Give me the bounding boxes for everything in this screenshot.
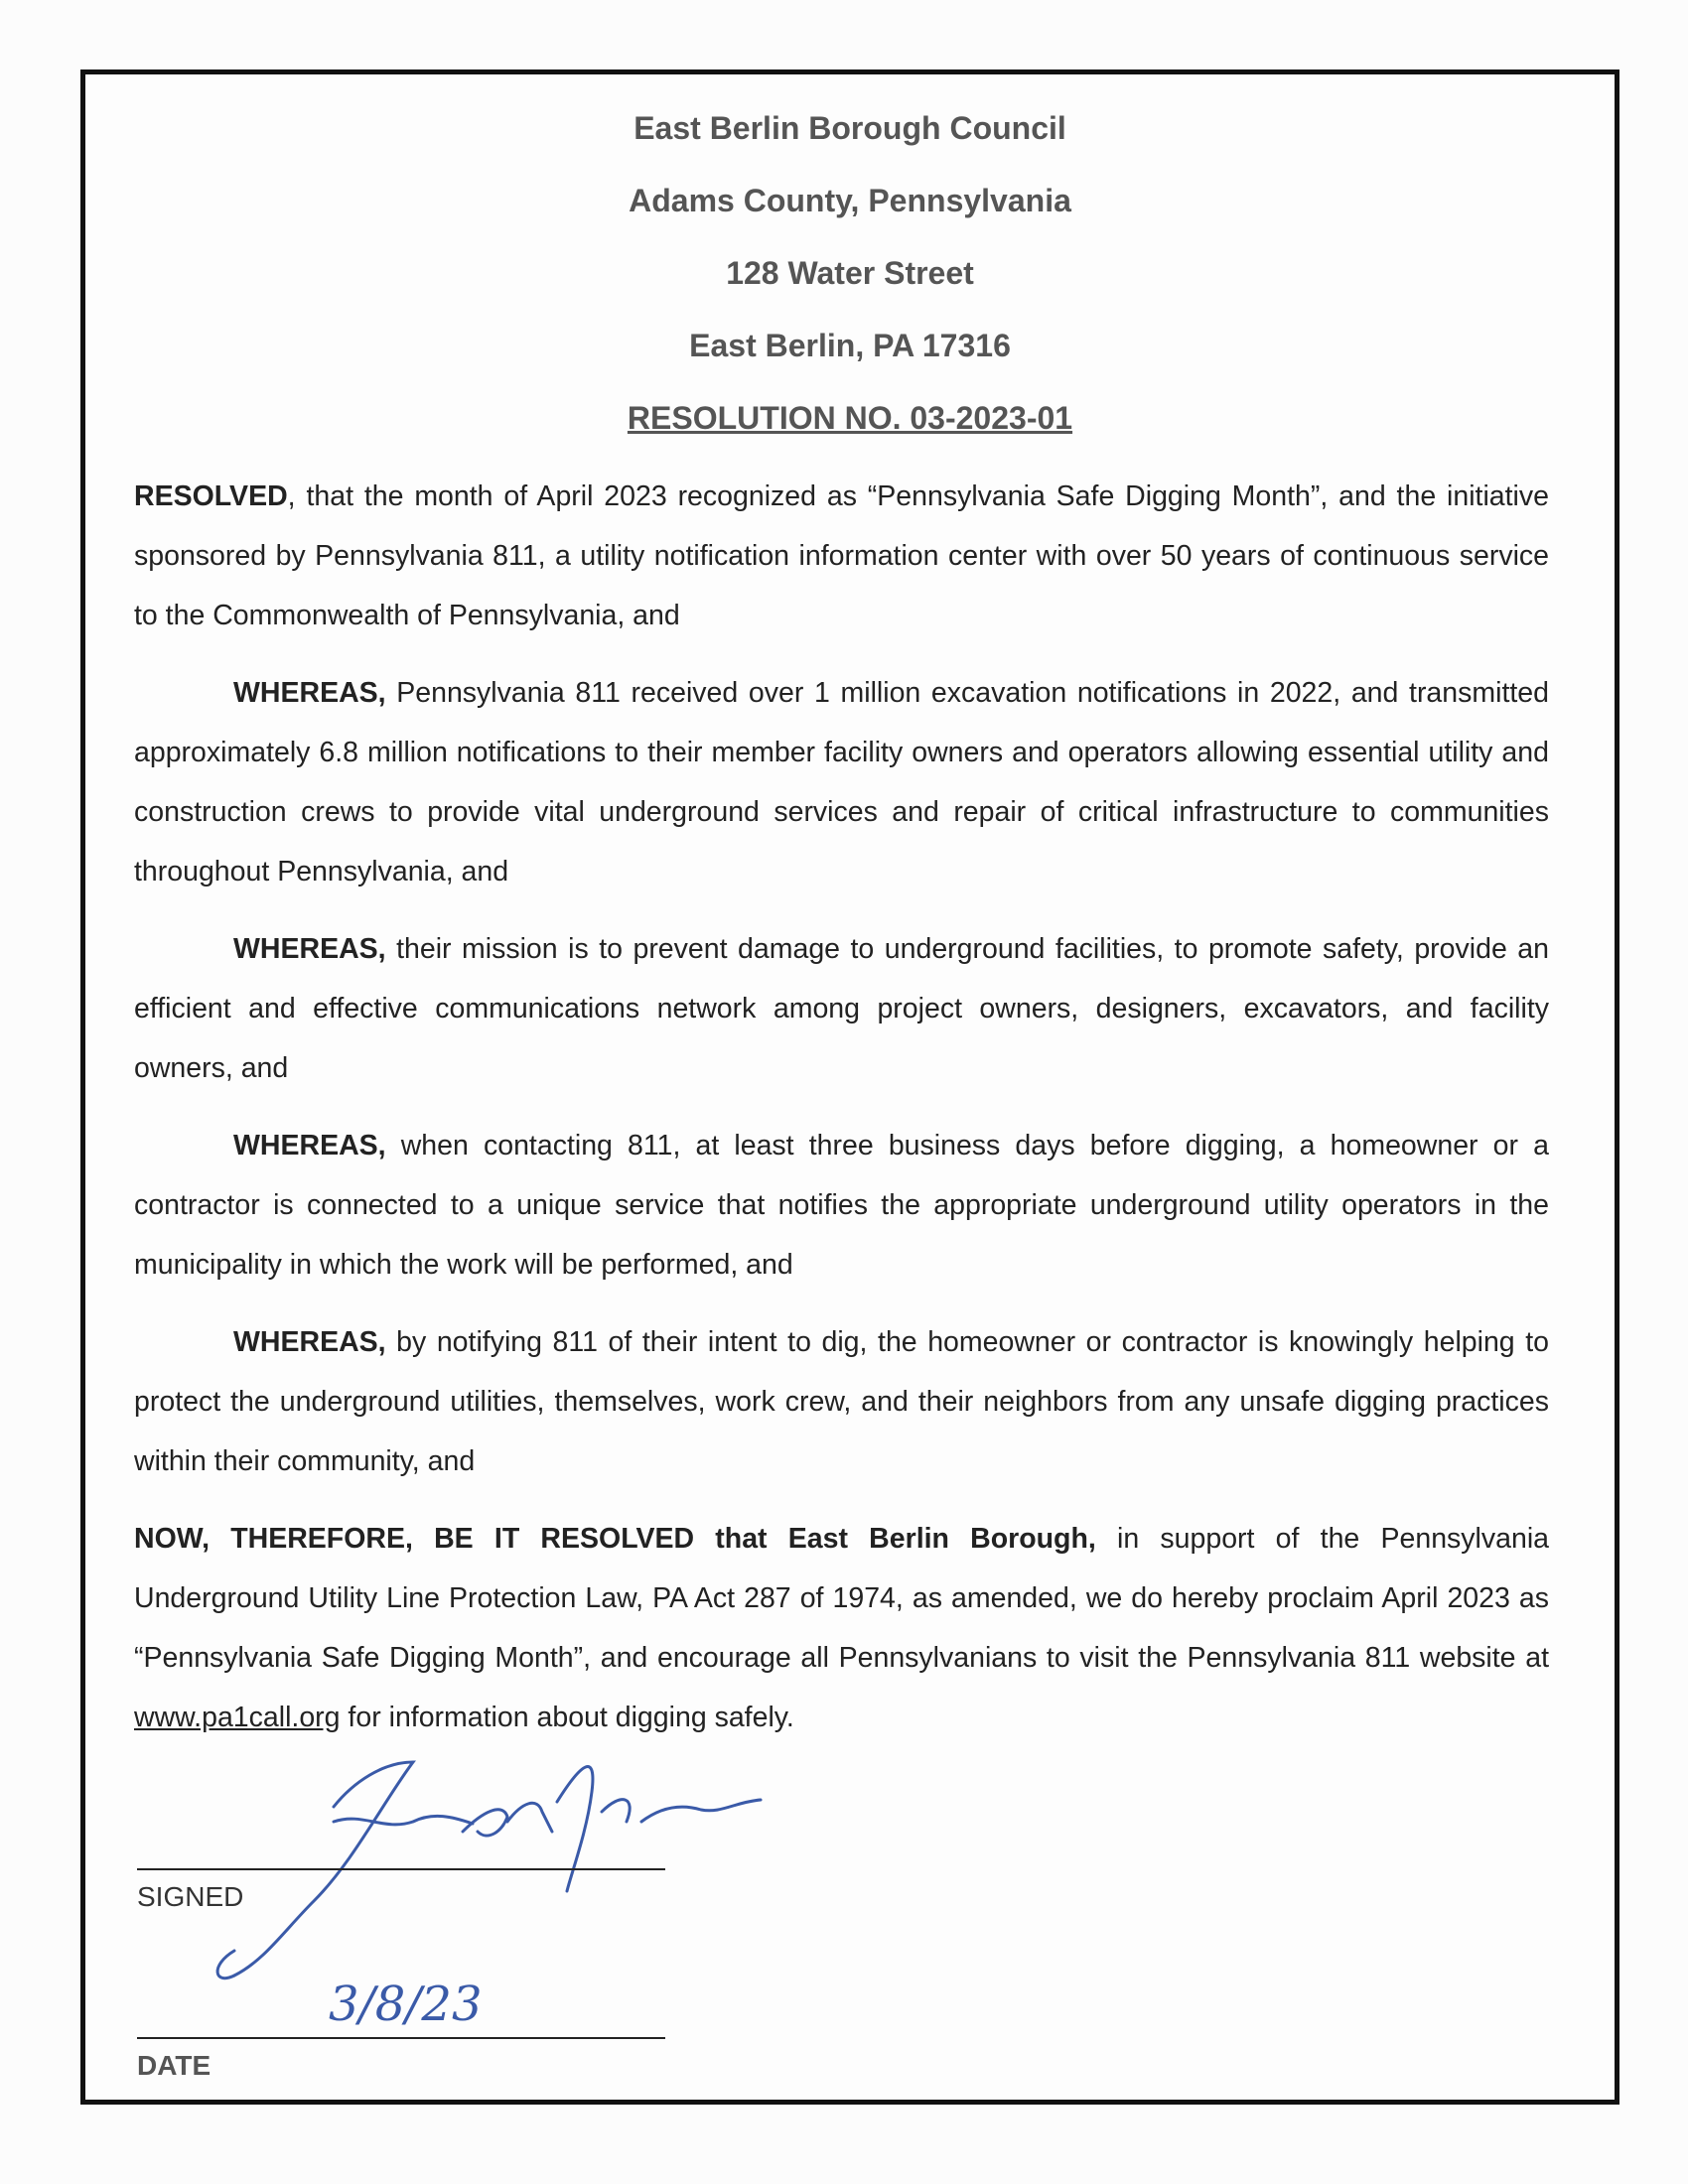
document-frame bbox=[80, 69, 1619, 2105]
paragraph-lead: WHEREAS, bbox=[233, 677, 386, 709]
website-link[interactable]: www.pa1call.org bbox=[134, 1702, 341, 1733]
paragraph-text: Pennsylvania 811 received over 1 million excavation notifications in 2022, and transmitted approximately 6.8 million notifications to their member facility owners and operators allowing essential utility and construction crews to provide vital underground services and repair of critical infrastructure to communities throughout Pennsylvania, and bbox=[134, 677, 1549, 887]
handwritten-date: 3/8/23 bbox=[329, 1977, 483, 2032]
date-label: DATE bbox=[137, 2050, 211, 2081]
paragraph-lead: WHEREAS, bbox=[233, 933, 386, 965]
handwritten-signature bbox=[85, 74, 1615, 2100]
street-address: 128 Water Street bbox=[726, 255, 974, 291]
date-line bbox=[137, 2037, 665, 2039]
paragraph-text: when contacting 811, at least three business days before digging, a homeowner or a contractor is connected to a unique service that notifies the appropriate underground utility operators in the municipality in which the work will be performed, and bbox=[134, 1130, 1549, 1281]
paragraph-lead: NOW, THEREFORE, BE IT RESOLVED that East Berlin Borough, bbox=[134, 1523, 1096, 1555]
paragraph-text: , that the month of April 2023 recognized as “Pennsylvania Safe Digging Month”, and the initiative sponsored by Pennsylvania 811, a utility notification information center with over 50 years of continuous service to the Commonwealth of Pennsylvania, and bbox=[134, 480, 1549, 631]
paragraph-lead: WHEREAS, bbox=[233, 1326, 386, 1358]
signed-label: SIGNED bbox=[137, 1881, 244, 1912]
paragraph-lead: RESOLVED bbox=[134, 480, 288, 512]
paragraph-tail: for information about digging safely. bbox=[340, 1702, 794, 1733]
paragraph-text: their mission is to prevent damage to underground facilities, to promote safety, provide an efficient and effective communications network among project owners, designers, excavators, and facility owners, and bbox=[134, 933, 1549, 1084]
county-name: Adams County, Pennsylvania bbox=[629, 183, 1071, 218]
city-state-zip: East Berlin, PA 17316 bbox=[689, 328, 1011, 363]
paragraph-text: by notifying 811 of their intent to dig, the homeowner or contractor is knowingly helping to protect the underground utilities, themselves, work crew, and their neighbors from any unsafe digging practices within their community, and bbox=[134, 1326, 1549, 1477]
paragraph-text: in support of the Pennsylvania Underground Utility Line Protection Law, PA Act 287 of 1974, as amended, we do hereby proclaim April 2023 as “Pennsylvania Safe Digging Month”, and encourage all Pennsylvanians to visit the Pennsylvania 811 website at bbox=[134, 1523, 1550, 1674]
paragraph-lead: WHEREAS, bbox=[233, 1130, 386, 1161]
signature-line bbox=[137, 1868, 665, 1870]
council-name: East Berlin Borough Council bbox=[633, 110, 1066, 146]
resolution-number: RESOLUTION NO. 03-2023-01 bbox=[627, 400, 1073, 436]
